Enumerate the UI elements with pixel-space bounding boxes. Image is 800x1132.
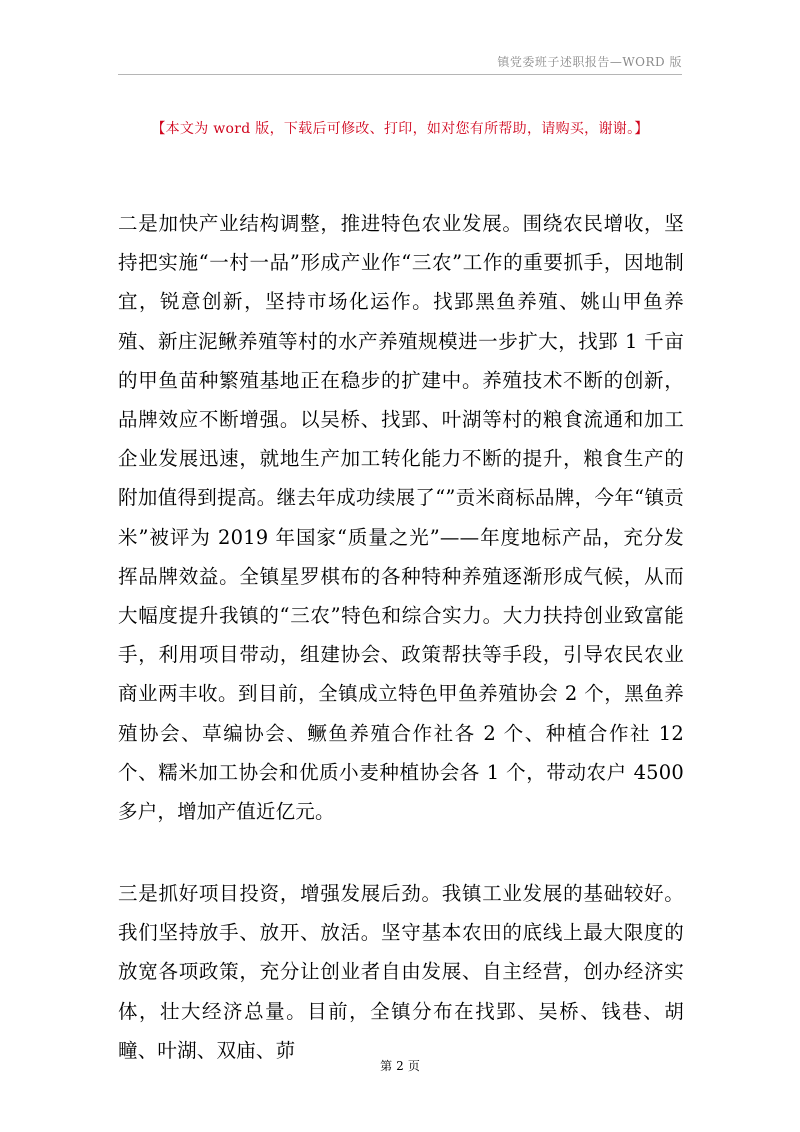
running-header: 镇党委班子述职报告—WORD 版	[497, 55, 682, 69]
header-divider	[118, 74, 682, 75]
page-label-prefix: 第	[380, 1059, 393, 1073]
page-label-suffix: 页	[407, 1059, 420, 1073]
body-paragraph: 三是抓好项目投资，增强发展后劲。我镇工业发展的基础较好。我们坚持放手、放开、放活。坚守基本农田的底线上最大限度的放宽各项政策，充分让创业者自由发展、自主经营，创办经济实体，壮大经济总量。目前，全镇分布在找郢、吴桥、钱巷、胡疃、叶湖、双庙、茆	[118, 882, 684, 1062]
download-notice: 【本文为 word 版，下载后可修改、打印，如对您有所帮助，请购买，谢谢。】	[151, 121, 649, 137]
page-number: 2	[396, 1059, 404, 1073]
body-paragraph: 二是加快产业结构调整，推进特色农业发展。围绕农民增收，坚持把实施“一村一品”形成产业作“三农”工作的重要抓手，因地制宜，锐意创新，坚持市场化运作。找郢黑鱼养殖、姚山甲鱼养殖、新庄泥鳅养殖等村的水产养殖规模进一步扩大，找郢 1 千亩的甲鱼苗种繁殖基地正在稳步的扩建中。养殖技术不断的创新，品牌效应不断增强。以吴桥、找郢、叶湖等村的粮食流通和加工企业发展迅速，就地生产加工转化能力不断的提升，粮食生产的附加值得到提高。继去年成功续展了“”贡米商标品牌，今年“镇贡米”被评为 2019 年国家“质量之光”——年度地标产品，充分发挥品牌效益。全镇星罗棋布的各种特种养殖逐渐形成气候，从而大幅度提升我镇的“三农”特色和综合实力。大力扶持创业致富能手，利用项目带动，组建协会、政策帮扶等手段，引导农民农业商业两丰收。到目前，全镇成立特色甲鱼养殖协会 2 个，黑鱼养殖协会、草编协会、鳜鱼养殖合作社各 2 个、种植合作社 12 个、糯米加工协会和优质小麦种植协会各 1 个，带动农户 4500 多户，增加产值近亿元。	[118, 212, 684, 824]
page-footer	[0, 1057, 800, 1074]
